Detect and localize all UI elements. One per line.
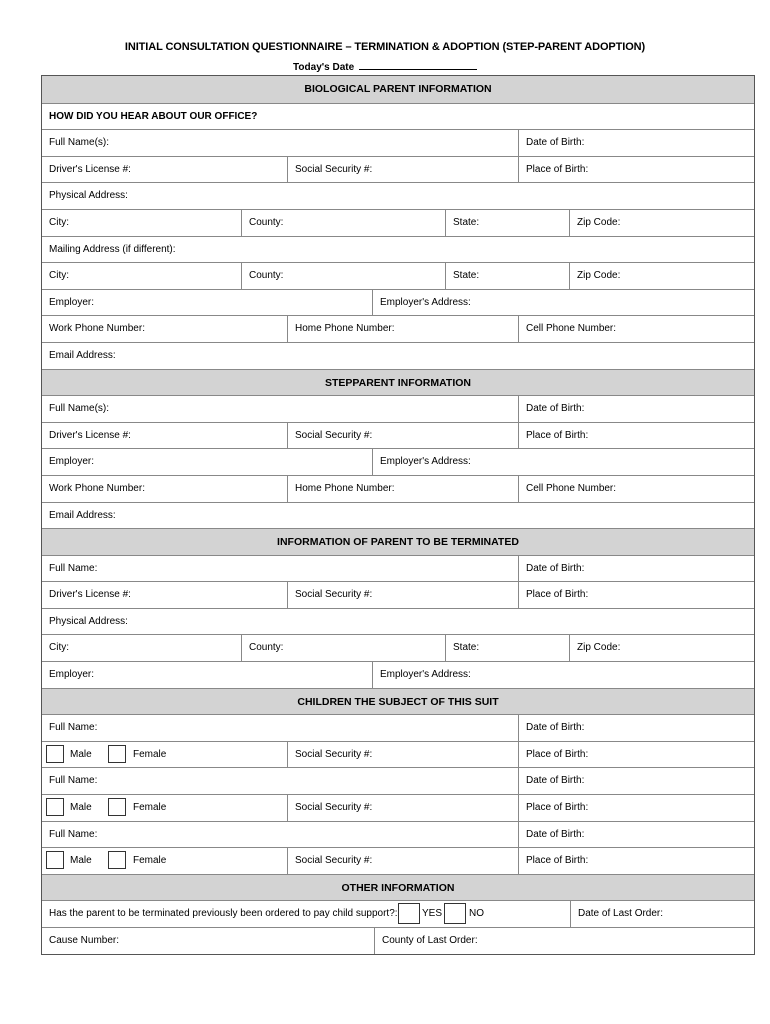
stepparent-heading: STEPPARENT INFORMATION bbox=[42, 369, 754, 396]
child-3-ssn-field[interactable]: Social Security #: bbox=[287, 848, 518, 874]
step-ssn-field[interactable]: Social Security #: bbox=[287, 423, 518, 449]
child-support-yes-label: YES bbox=[422, 908, 443, 920]
term-id-row bbox=[42, 581, 754, 608]
bio-ssn-field[interactable]: Social Security #: bbox=[287, 157, 518, 183]
bio-dob-field[interactable]: Date of Birth: bbox=[518, 130, 754, 156]
child-1-detail-row bbox=[42, 741, 754, 768]
bio-zip-field[interactable]: Zip Code: bbox=[569, 210, 754, 236]
step-employer-row bbox=[42, 448, 754, 475]
bio-phone-row bbox=[42, 315, 754, 342]
child-2-dob-field[interactable]: Date of Birth: bbox=[518, 768, 754, 794]
child-1-full-name-field[interactable]: Full Name: bbox=[49, 722, 98, 734]
step-cell-phone-field[interactable]: Cell Phone Number: bbox=[518, 476, 754, 502]
bio-full-name-field[interactable]: Full Name(s): bbox=[49, 137, 110, 149]
child-support-no-checkbox[interactable] bbox=[444, 903, 466, 924]
step-email-field[interactable]: Email Address: bbox=[49, 509, 116, 521]
term-ssn-field[interactable]: Social Security #: bbox=[287, 582, 518, 608]
child-2-pob-field[interactable]: Place of Birth: bbox=[518, 795, 754, 821]
bio-city-row-1 bbox=[42, 209, 754, 236]
child-1-male-label: Male bbox=[70, 748, 92, 760]
term-physical-address-row bbox=[42, 608, 754, 635]
child-3-detail-row bbox=[42, 847, 754, 874]
step-full-name-field[interactable]: Full Name(s): bbox=[49, 403, 110, 415]
bio-mailing-county-field[interactable]: County: bbox=[241, 263, 445, 289]
bio-physical-address-row bbox=[42, 182, 754, 209]
cause-number-row bbox=[42, 927, 754, 954]
bio-city-field[interactable]: City: bbox=[49, 216, 69, 228]
child-1-ssn-field[interactable]: Social Security #: bbox=[287, 742, 518, 768]
bio-city-row-2 bbox=[42, 262, 754, 289]
step-name-row bbox=[42, 395, 754, 422]
child-support-row bbox=[42, 900, 754, 927]
todays-date-line bbox=[0, 59, 770, 73]
step-home-phone-field[interactable]: Home Phone Number: bbox=[287, 476, 518, 502]
term-name-row bbox=[42, 555, 754, 582]
child-support-question: Has the parent to be terminated previously been ordered to pay child support?: bbox=[49, 908, 398, 920]
hear-about-office-field[interactable]: HOW DID YOU HEAR ABOUT OUR OFFICE? bbox=[42, 103, 754, 130]
bio-work-phone-field[interactable]: Work Phone Number: bbox=[49, 323, 145, 335]
child-1-name-row bbox=[42, 714, 754, 741]
child-3-male-label: Male bbox=[70, 855, 92, 867]
term-pob-field[interactable]: Place of Birth: bbox=[518, 582, 754, 608]
step-work-phone-field[interactable]: Work Phone Number: bbox=[49, 482, 145, 494]
terminated-heading: INFORMATION OF PARENT TO BE TERMINATED bbox=[42, 528, 754, 555]
child-3-male-checkbox[interactable] bbox=[46, 851, 64, 869]
step-employer-field[interactable]: Employer: bbox=[49, 456, 95, 468]
child-3-female-label: Female bbox=[133, 855, 167, 867]
children-heading: CHILDREN THE SUBJECT OF THIS SUIT bbox=[42, 688, 754, 715]
child-1-female-checkbox[interactable] bbox=[108, 745, 126, 763]
bio-mailing-state-field[interactable]: State: bbox=[445, 263, 569, 289]
child-2-full-name-field[interactable]: Full Name: bbox=[49, 775, 98, 787]
other-heading: OTHER INFORMATION bbox=[42, 874, 754, 901]
bio-mailing-zip-field[interactable]: Zip Code: bbox=[569, 263, 754, 289]
child-3-pob-field[interactable]: Place of Birth: bbox=[518, 848, 754, 874]
term-dob-field[interactable]: Date of Birth: bbox=[518, 556, 754, 582]
bio-mailing-address-field[interactable]: Mailing Address (if different): bbox=[49, 243, 176, 255]
bio-employer-address-field[interactable]: Employer's Address: bbox=[372, 290, 754, 316]
step-drivers-license-field[interactable]: Driver's License #: bbox=[49, 429, 131, 441]
term-physical-address-field[interactable]: Physical Address: bbox=[49, 615, 128, 627]
child-2-ssn-field[interactable]: Social Security #: bbox=[287, 795, 518, 821]
bio-id-row bbox=[42, 156, 754, 183]
todays-date-field[interactable] bbox=[359, 59, 477, 70]
child-2-female-checkbox[interactable] bbox=[108, 798, 126, 816]
cause-number-field[interactable]: Cause Number: bbox=[49, 935, 120, 946]
term-full-name-field[interactable]: Full Name: bbox=[49, 562, 98, 574]
step-phone-row bbox=[42, 475, 754, 502]
term-employer-address-field[interactable]: Employer's Address: bbox=[372, 662, 754, 688]
bio-drivers-license-field[interactable]: Driver's License #: bbox=[49, 163, 131, 175]
child-3-full-name-field[interactable]: Full Name: bbox=[49, 828, 98, 840]
child-1-male-checkbox[interactable] bbox=[46, 745, 64, 763]
child-1-pob-field[interactable]: Place of Birth: bbox=[518, 742, 754, 768]
child-2-male-label: Male bbox=[70, 802, 92, 814]
child-2-name-row bbox=[42, 767, 754, 794]
child-2-female-label: Female bbox=[133, 802, 167, 814]
biological-heading: BIOLOGICAL PARENT INFORMATION bbox=[42, 76, 754, 103]
step-email-row bbox=[42, 502, 754, 529]
bio-email-field[interactable]: Email Address: bbox=[49, 349, 116, 361]
bio-employer-field[interactable]: Employer: bbox=[49, 296, 95, 308]
step-id-row bbox=[42, 422, 754, 449]
child-support-no-label: NO bbox=[469, 908, 484, 920]
child-1-dob-field[interactable]: Date of Birth: bbox=[518, 715, 754, 741]
term-county-field[interactable]: County: bbox=[241, 635, 445, 661]
bio-email-row bbox=[42, 342, 754, 369]
last-order-date-field[interactable]: Date of Last Order: bbox=[570, 901, 754, 927]
term-employer-field[interactable]: Employer: bbox=[49, 669, 95, 681]
bio-physical-address-field[interactable]: Physical Address: bbox=[49, 190, 128, 202]
child-2-detail-row bbox=[42, 794, 754, 821]
term-city-row bbox=[42, 634, 754, 661]
bio-home-phone-field[interactable]: Home Phone Number: bbox=[287, 316, 518, 342]
child-2-male-checkbox[interactable] bbox=[46, 798, 64, 816]
bio-employer-row bbox=[42, 289, 754, 316]
bio-mailing-city-field[interactable]: City: bbox=[49, 270, 69, 282]
term-drivers-license-field[interactable]: Driver's License #: bbox=[49, 589, 131, 601]
bio-pob-field[interactable]: Place of Birth: bbox=[518, 157, 754, 183]
step-dob-field[interactable]: Date of Birth: bbox=[518, 396, 754, 422]
child-3-name-row bbox=[42, 821, 754, 848]
step-employer-address-field[interactable]: Employer's Address: bbox=[372, 449, 754, 475]
term-city-field[interactable]: City: bbox=[49, 642, 69, 654]
bio-cell-phone-field[interactable]: Cell Phone Number: bbox=[518, 316, 754, 342]
step-pob-field[interactable]: Place of Birth: bbox=[518, 423, 754, 449]
child-1-female-label: Female bbox=[133, 748, 167, 760]
term-employer-row bbox=[42, 661, 754, 688]
child-3-dob-field[interactable]: Date of Birth: bbox=[518, 822, 754, 848]
bio-name-row bbox=[42, 129, 754, 156]
term-zip-field[interactable]: Zip Code: bbox=[569, 635, 754, 661]
bio-county-field[interactable]: County: bbox=[241, 210, 445, 236]
bio-mailing-address-row bbox=[42, 236, 754, 263]
county-last-order-field[interactable]: County of Last Order: bbox=[374, 928, 754, 954]
child-3-female-checkbox[interactable] bbox=[108, 851, 126, 869]
questionnaire-form bbox=[41, 75, 755, 955]
todays-date-label: Today's Date bbox=[293, 62, 355, 73]
term-state-field[interactable]: State: bbox=[445, 635, 569, 661]
form-title: INITIAL CONSULTATION QUESTIONNAIRE – TERMINATION & ADOPTION (STEP-PARENT ADOPTION) bbox=[124, 41, 646, 53]
child-support-yes-checkbox[interactable] bbox=[398, 903, 420, 924]
bio-state-field[interactable]: State: bbox=[445, 210, 569, 236]
